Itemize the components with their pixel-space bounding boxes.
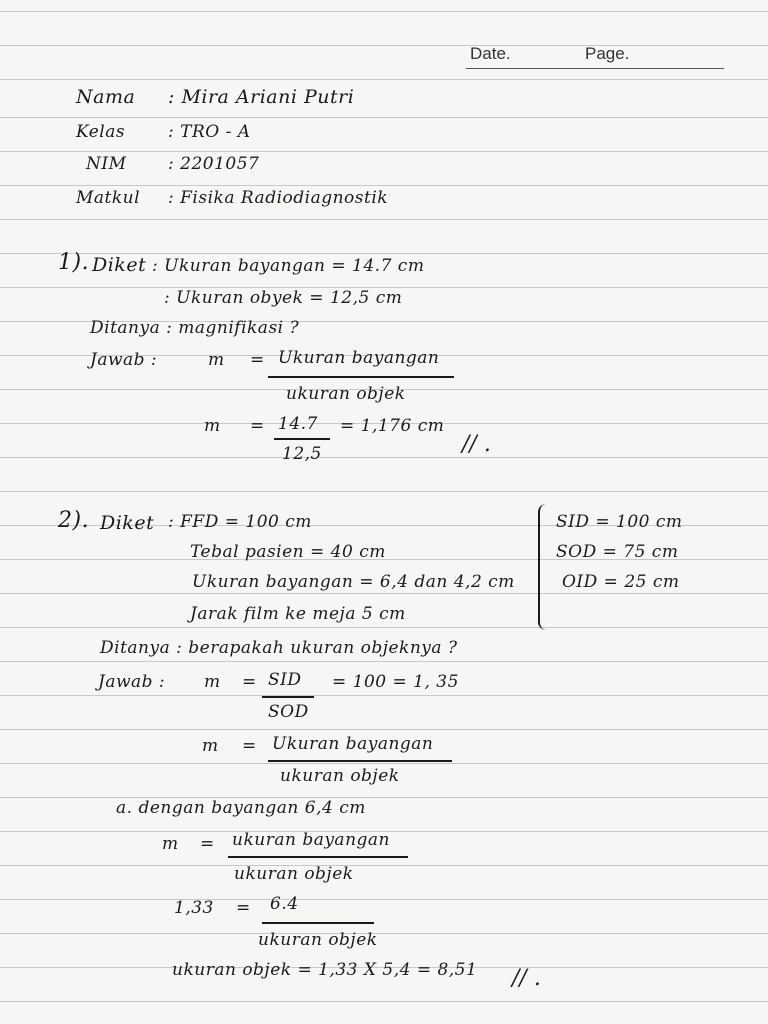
q2-frac4-bar <box>262 922 374 924</box>
q2-value-lhs: 1,33 <box>174 898 214 918</box>
q2-diket-label: Diket <box>100 512 155 534</box>
q2-frac2-numerator: Ukuran bayangan <box>272 734 434 754</box>
q2-frac1-numerator: SID <box>268 670 302 690</box>
header-rule <box>466 68 724 69</box>
nim-label: NIM <box>86 154 127 174</box>
q1-given-object-size: : Ukuran obyek = 12,5 cm <box>164 288 403 308</box>
q1-frac1-denominator: ukuran objek <box>286 384 406 404</box>
q1-m1: m <box>208 350 225 370</box>
q2-frac2-bar <box>268 760 452 762</box>
q2-m3: m <box>162 834 179 854</box>
q2-number: 2). <box>58 508 90 533</box>
q1-jawab-label: Jawab : <box>90 350 158 370</box>
q2-frac4-numerator: 6.4 <box>270 894 299 914</box>
q2-eq1: = <box>242 672 257 692</box>
q2-ditanya: Ditanya : berapakah ukuran objeknya ? <box>100 638 458 658</box>
q1-frac1-numerator: Ukuran bayangan <box>278 348 440 368</box>
q2-frac1-denominator: SOD <box>268 702 309 722</box>
q2-final-result: ukuran objek = 1,33 X 5,4 = 8,51 <box>172 960 478 980</box>
q2-given-ffd: : FFD = 100 cm <box>168 512 312 532</box>
q2-frac3-numerator: ukuran bayangan <box>232 830 390 850</box>
q1-end-mark: // . <box>462 432 491 457</box>
nama-value: : Mira Ariani Putri <box>168 86 355 108</box>
q2-side-sod: SOD = 75 cm <box>556 542 679 562</box>
q2-end-mark: // . <box>512 966 541 991</box>
q1-eq1: = <box>250 350 265 370</box>
q2-given-patient-thickness: Tebal pasien = 40 cm <box>190 542 386 562</box>
q2-frac4-denominator: ukuran objek <box>258 930 378 950</box>
q1-frac2-numerator: 14.7 <box>278 414 318 434</box>
q2-frac3-denominator: ukuran objek <box>234 864 354 884</box>
q1-eq2: = <box>250 416 265 436</box>
q2-given-film-distance: Jarak film ke meja 5 cm <box>190 604 406 624</box>
matkul-value: : Fisika Radiodiagnostik <box>168 188 389 208</box>
q1-result: = 1,176 cm <box>340 416 445 436</box>
q2-eq2: = <box>242 736 257 756</box>
q2-given-image-size: Ukuran bayangan = 6,4 dan 4,2 cm <box>192 572 515 592</box>
q1-frac2-bar <box>274 438 330 440</box>
q1-number: 1). <box>58 250 90 275</box>
q1-frac1-bar <box>268 376 454 378</box>
q1-given-image-size: : Ukuran bayangan = 14.7 cm <box>152 256 425 276</box>
kelas-value: : TRO - A <box>168 122 251 142</box>
q2-side-brace <box>538 504 554 630</box>
q2-side-sid: SID = 100 cm <box>556 512 683 532</box>
q2-frac2-denominator: ukuran objek <box>280 766 400 786</box>
nama-label: Nama <box>76 86 136 108</box>
kelas-label: Kelas <box>76 122 126 142</box>
q2-part-a: a. dengan bayangan 6,4 cm <box>116 798 366 818</box>
q2-m2: m <box>202 736 219 756</box>
q2-eq4: = <box>236 898 251 918</box>
q2-calc1: = 100 = 1, 35 <box>332 672 459 692</box>
q2-frac1-bar <box>262 696 314 698</box>
q2-jawab-label: Jawab : <box>98 672 166 692</box>
q1-m2: m <box>204 416 221 436</box>
page-label: Page. <box>585 44 630 63</box>
q1-diket-label: Diket <box>92 254 147 276</box>
matkul-label: Matkul <box>76 188 141 208</box>
q2-side-oid: OID = 25 cm <box>562 572 680 592</box>
q1-frac2-denominator: 12,5 <box>282 444 322 464</box>
q1-ditanya: Ditanya : magnifikasi ? <box>90 318 300 338</box>
q2-eq3: = <box>200 834 215 854</box>
q2-m1: m <box>204 672 221 692</box>
date-label: Date. <box>470 44 511 63</box>
nim-value: : 2201057 <box>168 154 260 174</box>
q2-frac3-bar <box>228 856 408 858</box>
